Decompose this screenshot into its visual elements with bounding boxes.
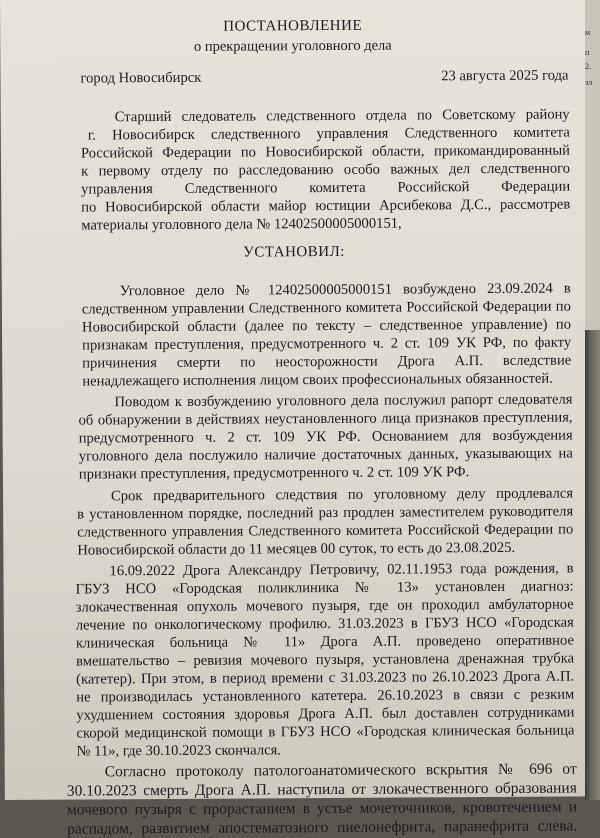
body-line: распадом, развитием апостематозного пиелонефрита, паранефрита слева. [67,817,578,838]
body-line: не производилась установленного катетера. 26.10.2023 в связи с резким [76,686,575,706]
intro-line: г. Новосибирск следственного управления Следственного комитета [87,124,570,144]
body-line: Срок предварительного следствия по уголовному делу продлевался [110,485,574,505]
body-line: следственном управлении Следственного комитета Российской Федерации по [81,298,571,318]
intro-line: управления Следственного комитета Российской Федерации [81,178,571,198]
intro-line: по Новосибирской области майор юстиции Арсибекова Д.С., рассмотрев [81,196,571,216]
body-line: ненадлежащего исполнения лицом своих профессиональных обязанностей. [82,370,553,390]
body-line: Поводом к возбуждению уголовного дела послужил рапорт следователя [114,391,573,411]
intro-line: материалы уголовного дела № 12402500005000151, [81,215,402,234]
body-line: 30.10.2023 смерть Дрога А.П. наступила от злокачественного образования [66,779,577,800]
body-line: об обнаружении в действиях неустановленного лица признаков преступления, [78,409,573,429]
margin-fragment: 2. [585,62,591,71]
body-line: признакам преступления, предусмотренного ч. 2 ст. 109 УК РФ, по факту [82,334,572,354]
document-title: ПОСТАНОВЛЕНИЕ [223,17,363,35]
body-line: в установленном порядке, последний раз продлен заместителем руководителя [77,503,574,523]
body-line: Согласно протоколу патологоанатомического вскрытия № 696 от [104,760,577,781]
body-line: злокачественная опухоль мочевого пузыря, где он проходил амбулаторное [75,596,574,616]
body-line: (катетер). При этом, в период времени с 31.03.2023 по 26.10.2023 Дрога А.П. [76,668,575,688]
body-line: лечение по онкологическому профилю. 31.03.2023 в ГБУЗ НСО «Городская [75,614,574,634]
body-line: следственного управления Следственного комитета Российской Федерации по [77,521,574,541]
body-line: скорой медицинской помощи в ГБУЗ НСО «Городская клиническая больница [76,722,575,742]
body-line: 16.09.2022 Дрога Александру Петровичу, 02.11.1953 года рождения, в [109,560,574,580]
intro-line: Российской Федерации по Новосибирской области, прикомандированный [80,142,570,162]
body-line: уголовного дела послужило наличие достаточных данных, указывающих на [78,445,573,465]
body-line: № 11», где 30.10.2023 скончался. [76,742,281,760]
body-line: признаки преступления, предусмотренного ч. 2 ст. 109 УК РФ. [78,464,470,483]
document-city: город Новосибирск [80,69,202,87]
body-line: вмешательство – ревизия мочевого пузыря, установлена дренажная трубка [75,650,575,670]
document-subtitle: о прекращении уголовного дела [193,37,392,55]
body-line: предусмотренного ч. 2 ст. 109 УК РФ. Основанием для возбуждения [78,427,573,447]
margin-fragment: м [585,28,591,37]
body-line: Уголовное дело № 12402500005000151 возбуждено 23.09.2024 в [119,280,571,300]
margin-fragment: п [585,48,590,57]
underlying-sheet [585,0,600,330]
intro-line: к первому отделу по расследованию особо важных дел следственного [81,160,571,180]
body-line: ухудшением состояния здоровья Дрога А.П. был доставлен сотрудниками [76,704,575,724]
body-line: ГБУЗ НСО «Городская поликлиника № 13» установлен диагноз: [75,578,574,598]
intro-line: Старший следователь следственного отдела по Советскому району [114,106,570,126]
body-line: клиническая больница № 11» Дрога А.П. проведено оперативное [75,632,574,652]
body-line: Новосибирской области (далее по тексту – следственное управление) по [81,316,572,336]
margin-fragment: эл [585,78,593,87]
body-line: Новосибирской области до 11 месяцев 00 суток, то есть до 23.08.2025. [77,539,516,559]
body-line: мочевого пузыря с прорастанием в устье мочеточников, кровотечением и [66,798,577,819]
document-date: 23 августа 2025 года [441,67,569,85]
body-line: причинения смерти по неосторожности Дрога А.П. вследствие [82,352,572,372]
section-heading: УСТАНОВИЛ: [243,243,345,261]
